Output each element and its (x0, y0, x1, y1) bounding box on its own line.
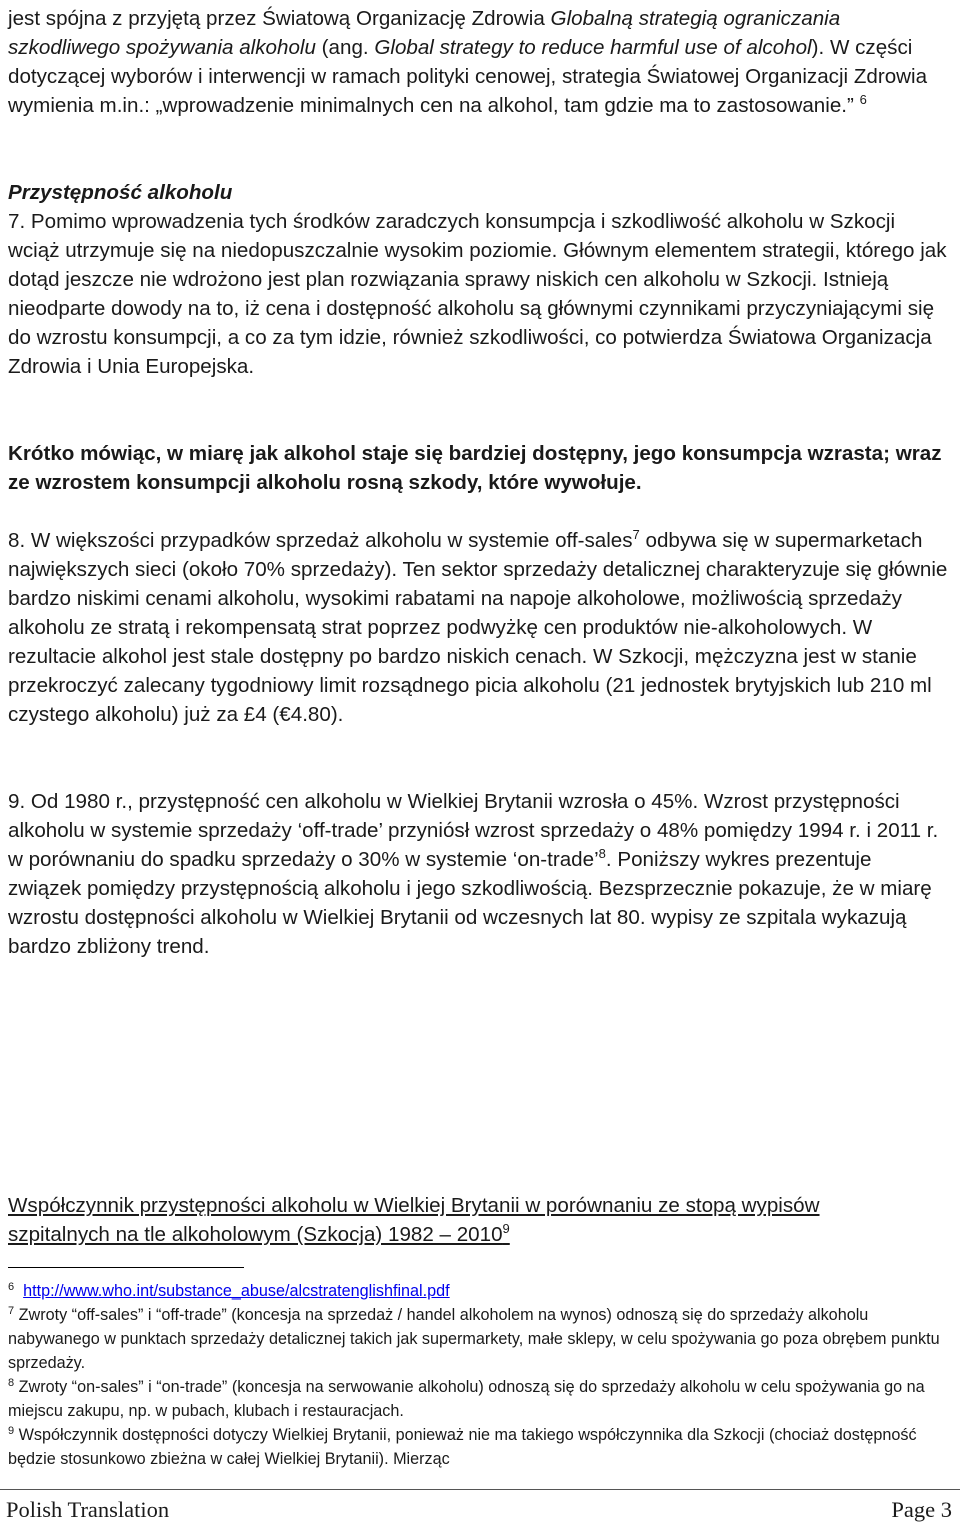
footnote-number: 8 (8, 1377, 15, 1389)
footnote-8 (8, 1375, 943, 1423)
footnote-ref-8: 8 (598, 846, 606, 861)
p8-text-2: odbywa się w supermarketach największych sieci (około 70% sprzedaży). Ten sektor sprzedaży detalicznej charakteryzuje się głównie bardzo niskimi cenami alkoholu, wysokimi rabatami na napoje alkoholowe, możliwością sprzedaży alkoholu ze stratą i rekompensatą strat poprzez podwyżkę cen produktów nie-alkoholowych. W rezultacie alkohol jest stale dostępny po bardzo niskich cenach. W Szkocji, mężczyzna jest w stanie przekroczyć zalecany tygodniowy limit rozsądnego picia alkoholu (21 jednostek brytyjskich lub 210 ml czystego alkoholu) już za £4 (€4.80). (8, 529, 948, 726)
footnote-ref-6: 6 (859, 92, 867, 107)
footnote-number: 6 (8, 1281, 15, 1293)
intro-text-2: (ang. (315, 36, 375, 59)
footnote-text: Współczynnik dostępności dotyczy Wielkiej Brytanii, ponieważ nie ma takiego współczynnika dla Szkocji (chociaż dostępność będzie stosunkowo zbieżna w całej Wielkiej Brytanii). Mierząc (8, 1426, 917, 1468)
footnote-divider (8, 1267, 244, 1268)
footnote-ref-9: 9 (502, 1221, 510, 1236)
paragraph-8 (8, 526, 948, 729)
footnote-link[interactable]: http://www.who.int/substance_abuse/alcstratenglishfinal.pdf (23, 1282, 450, 1300)
intro-italic-1: Globalną strategią ograniczania szkodliwego spożywania alkoholu (8, 7, 841, 59)
footnote-7 (8, 1303, 943, 1375)
footnote-number: 9 (8, 1425, 15, 1437)
p9-text-2: . Poniższy wykres prezentuje związek pomiędzy przystępnością alkoholu i jego szkodliwością. Bezsprzecznie pokazuje, że w miarę wzrostu dostępności alkoholu w Wielkiej Brytanii od wczesnych lat 80. wypisy ze szpitala wykazują bardzo zbliżony trend. (8, 848, 932, 958)
intro-italic-2: Global strategy to reduce harmful use of alcohol (374, 36, 812, 59)
footnote-6 (8, 1279, 943, 1303)
page-number: Page 3 (891, 1497, 952, 1522)
figure-caption (8, 1191, 908, 1249)
footnote-number: 7 (8, 1305, 15, 1317)
p8-text-1: 8. W większości przypadków sprzedaż alkoholu w systemie off-sales (8, 529, 633, 552)
caption-text: Współczynnik przystępności alkoholu w Wielkiej Brytanii w porównaniu ze stopą wypisów szpitalnych na tle alkoholowym (Szkocja) 1982 – 2010 (8, 1194, 820, 1246)
paragraph-9 (8, 787, 948, 961)
footnote-ref-7: 7 (632, 527, 640, 542)
p9-text-1: 9. Od 1980 r., przystępność cen alkoholu w Wielkiej Brytanii wzrosła o 45%. Wzrost przystępności alkoholu w systemie sprzedaży ‘off-trade’ przyniósł wzrost sprzedaży o 48% pomiędzy 1994 r. i 2011 r. w porównaniu do spadku sprzedaży o 30% w systemie ‘on-trade’ (8, 790, 939, 871)
bold-summary: Krótko mówiąc, w miarę jak alkohol staje się bardziej dostępny, jego konsumpcja wzrasta; wraz ze wzrostem konsumpcji alkoholu rosną szkody, które wywołuje. (8, 442, 942, 494)
footnote-text: Zwroty “on-sales” i “on-trade” (koncesja na serwowanie alkoholu) odnoszą się do sprzedaży alkoholu w celu spożywania go na miejscu zakupu, np. w pubach, klubach i restauracjach. (8, 1378, 925, 1420)
footer-title: Polish Translation (6, 1497, 170, 1522)
paragraph-7: 7. Pomimo wprowadzenia tych środków zaradczych konsumpcja i szkodliwość alkoholu w Szkocji wciąż utrzymuje się na niedopuszczalnie wysokim poziomie. Głównym elementem strategii, którego jak dotąd jeszcze nie wdrożono jest plan rozwiązania sprawy niskich cen alkoholu w Szkocji. Istnieją nieodparte dowody na to, iż cena i dostępność alkoholu są głównymi czynnikami przyczyniającymi się do wzrostu konsumpcji, a co za tym idzie, również szkodliwości, co potwierdza Światowa Organizacja Zdrowia i Unia Europejska. (8, 210, 947, 378)
intro-text-3: ). W części dotyczącej wyborów i interwencji w ramach polityki cenowej, strategia Światowej Organizacji Zdrowia wymienia m.in.: „wprowadzenie minimalnych cen na alkohol, tam gdzie ma to zastosowanie.” (8, 36, 928, 117)
section-heading: Przystępność alkoholu (8, 181, 233, 204)
intro-text-1: jest spójna z przyjętą przez Światową Organizację Zdrowia (8, 7, 551, 30)
intro-paragraph (8, 4, 948, 120)
footnotes (8, 1279, 943, 1471)
footnote-text: Zwroty “off-sales” i “off-trade” (koncesja na sprzedaż / handel alkoholem na wynos) odnoszą się do sprzedaży alkoholu nabywanego w punktach sprzedaży detalicznej takich jak supermarkety, małe sklepy, w celu spożywania go poza obrębem punktu sprzedaży. (8, 1306, 940, 1372)
footnote-9 (8, 1423, 943, 1471)
page-footer (0, 1489, 960, 1528)
